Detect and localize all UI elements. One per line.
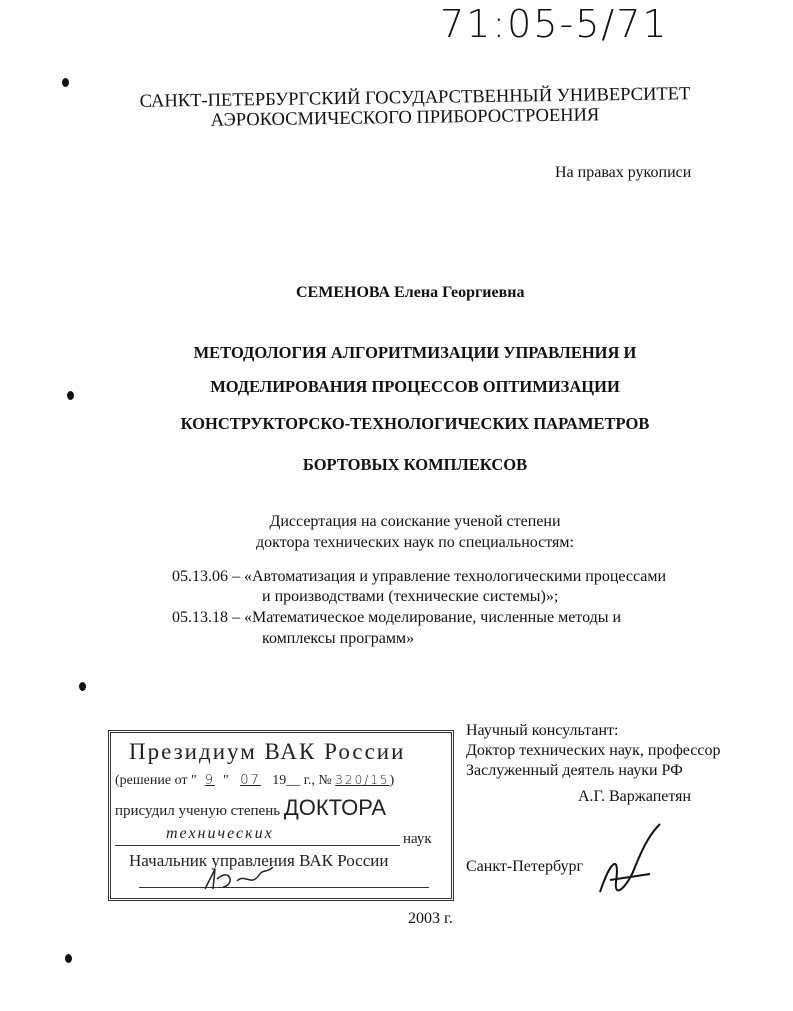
stamp-signature-line bbox=[139, 887, 429, 888]
specialty-2-line-2: комплексы программ» bbox=[262, 630, 415, 647]
specialty-1-line-1: 05.13.06 – «Автоматизация и управление технологическими процессами bbox=[172, 568, 667, 585]
year: 2003 г. bbox=[408, 910, 453, 927]
stamp-head: Начальник управления ВАК России bbox=[129, 851, 389, 870]
scan-punch-mark bbox=[62, 78, 69, 87]
university-line-1: САНКТ-ПЕТЕРБУРГСКИЙ ГОСУДАРСТВЕННЫЙ УНИВЕРСИТЕТ bbox=[139, 84, 691, 112]
stamp-year-prefix: 19 bbox=[272, 773, 287, 788]
scan-punch-mark bbox=[65, 954, 72, 963]
stamp-degree: ДОКТОРА bbox=[283, 795, 387, 820]
degree-line-2: доктора технических наук по специальностям: bbox=[256, 534, 574, 551]
stamp-decision-prefix: (решение от " bbox=[115, 773, 197, 788]
stamp-awarded bbox=[115, 795, 386, 821]
title-line-1: МЕТОДОЛОГИЯ АЛГОРИТМИЗАЦИИ УПРАВЛЕНИЯ И bbox=[193, 343, 637, 362]
consultant-label: Научный консультант: bbox=[466, 722, 619, 739]
stamp-signature bbox=[201, 863, 281, 893]
title-line-4: БОРТОВЫХ КОМПЛЕКСОВ bbox=[302, 455, 528, 474]
scan-punch-mark bbox=[79, 682, 86, 691]
specialty-2-line-1: 05.13.18 – «Математическое моделирование, численные методы и bbox=[172, 609, 622, 626]
title-line-3: КОНСТРУКТОРСКО-ТЕХНОЛОГИЧЕСКИХ ПАРАМЕТРОВ bbox=[180, 414, 650, 433]
vak-stamp bbox=[108, 730, 454, 901]
stamp-day: 9 bbox=[204, 773, 215, 788]
consultant-name: А.Г. Варжапетян bbox=[578, 788, 692, 805]
manuscript-note: На правах рукописи bbox=[555, 164, 692, 181]
consultant-honor: Заслуженный деятель науки РФ bbox=[466, 762, 683, 779]
author-name bbox=[296, 284, 524, 302]
stamp-field-line bbox=[115, 845, 400, 846]
degree-line-1: Диссертация на соискание ученой степени bbox=[269, 513, 561, 530]
university-line-2: АЭРОКОСМИЧЕСКОГО ПРИБОРОСТРОЕНИЯ bbox=[210, 105, 600, 131]
stamp-number: 320/15 bbox=[335, 773, 390, 787]
consultant-degree: Доктор технических наук, профессор bbox=[466, 742, 721, 759]
stamp-science: наук bbox=[403, 831, 432, 847]
stamp-decision: (решение от " 9 " 07 19__ г., № 320/15) bbox=[115, 773, 395, 788]
stamp-title: Президиум ВАК России bbox=[129, 739, 406, 764]
stamp-awarded-text: присудил ученую степень bbox=[115, 803, 281, 819]
author-given-name: Елена Георгиевна bbox=[394, 284, 525, 301]
specialty-1-line-2: и производствами (технические системы)»; bbox=[262, 588, 559, 605]
archive-code-handwritten: 71:05-5/71 bbox=[440, 2, 669, 46]
stamp-month: 07 bbox=[240, 773, 261, 788]
stamp-number-prefix: г., № bbox=[303, 773, 332, 788]
city: Санкт-Петербург bbox=[466, 858, 584, 875]
consultant-signature bbox=[590, 822, 670, 912]
author-surname: СЕМЕНОВА bbox=[296, 284, 391, 301]
stamp-field-handwritten: технических bbox=[166, 825, 274, 842]
title-line-2: МОДЕЛИРОВАНИЯ ПРОЦЕССОВ ОПТИМИЗАЦИИ bbox=[210, 377, 620, 396]
